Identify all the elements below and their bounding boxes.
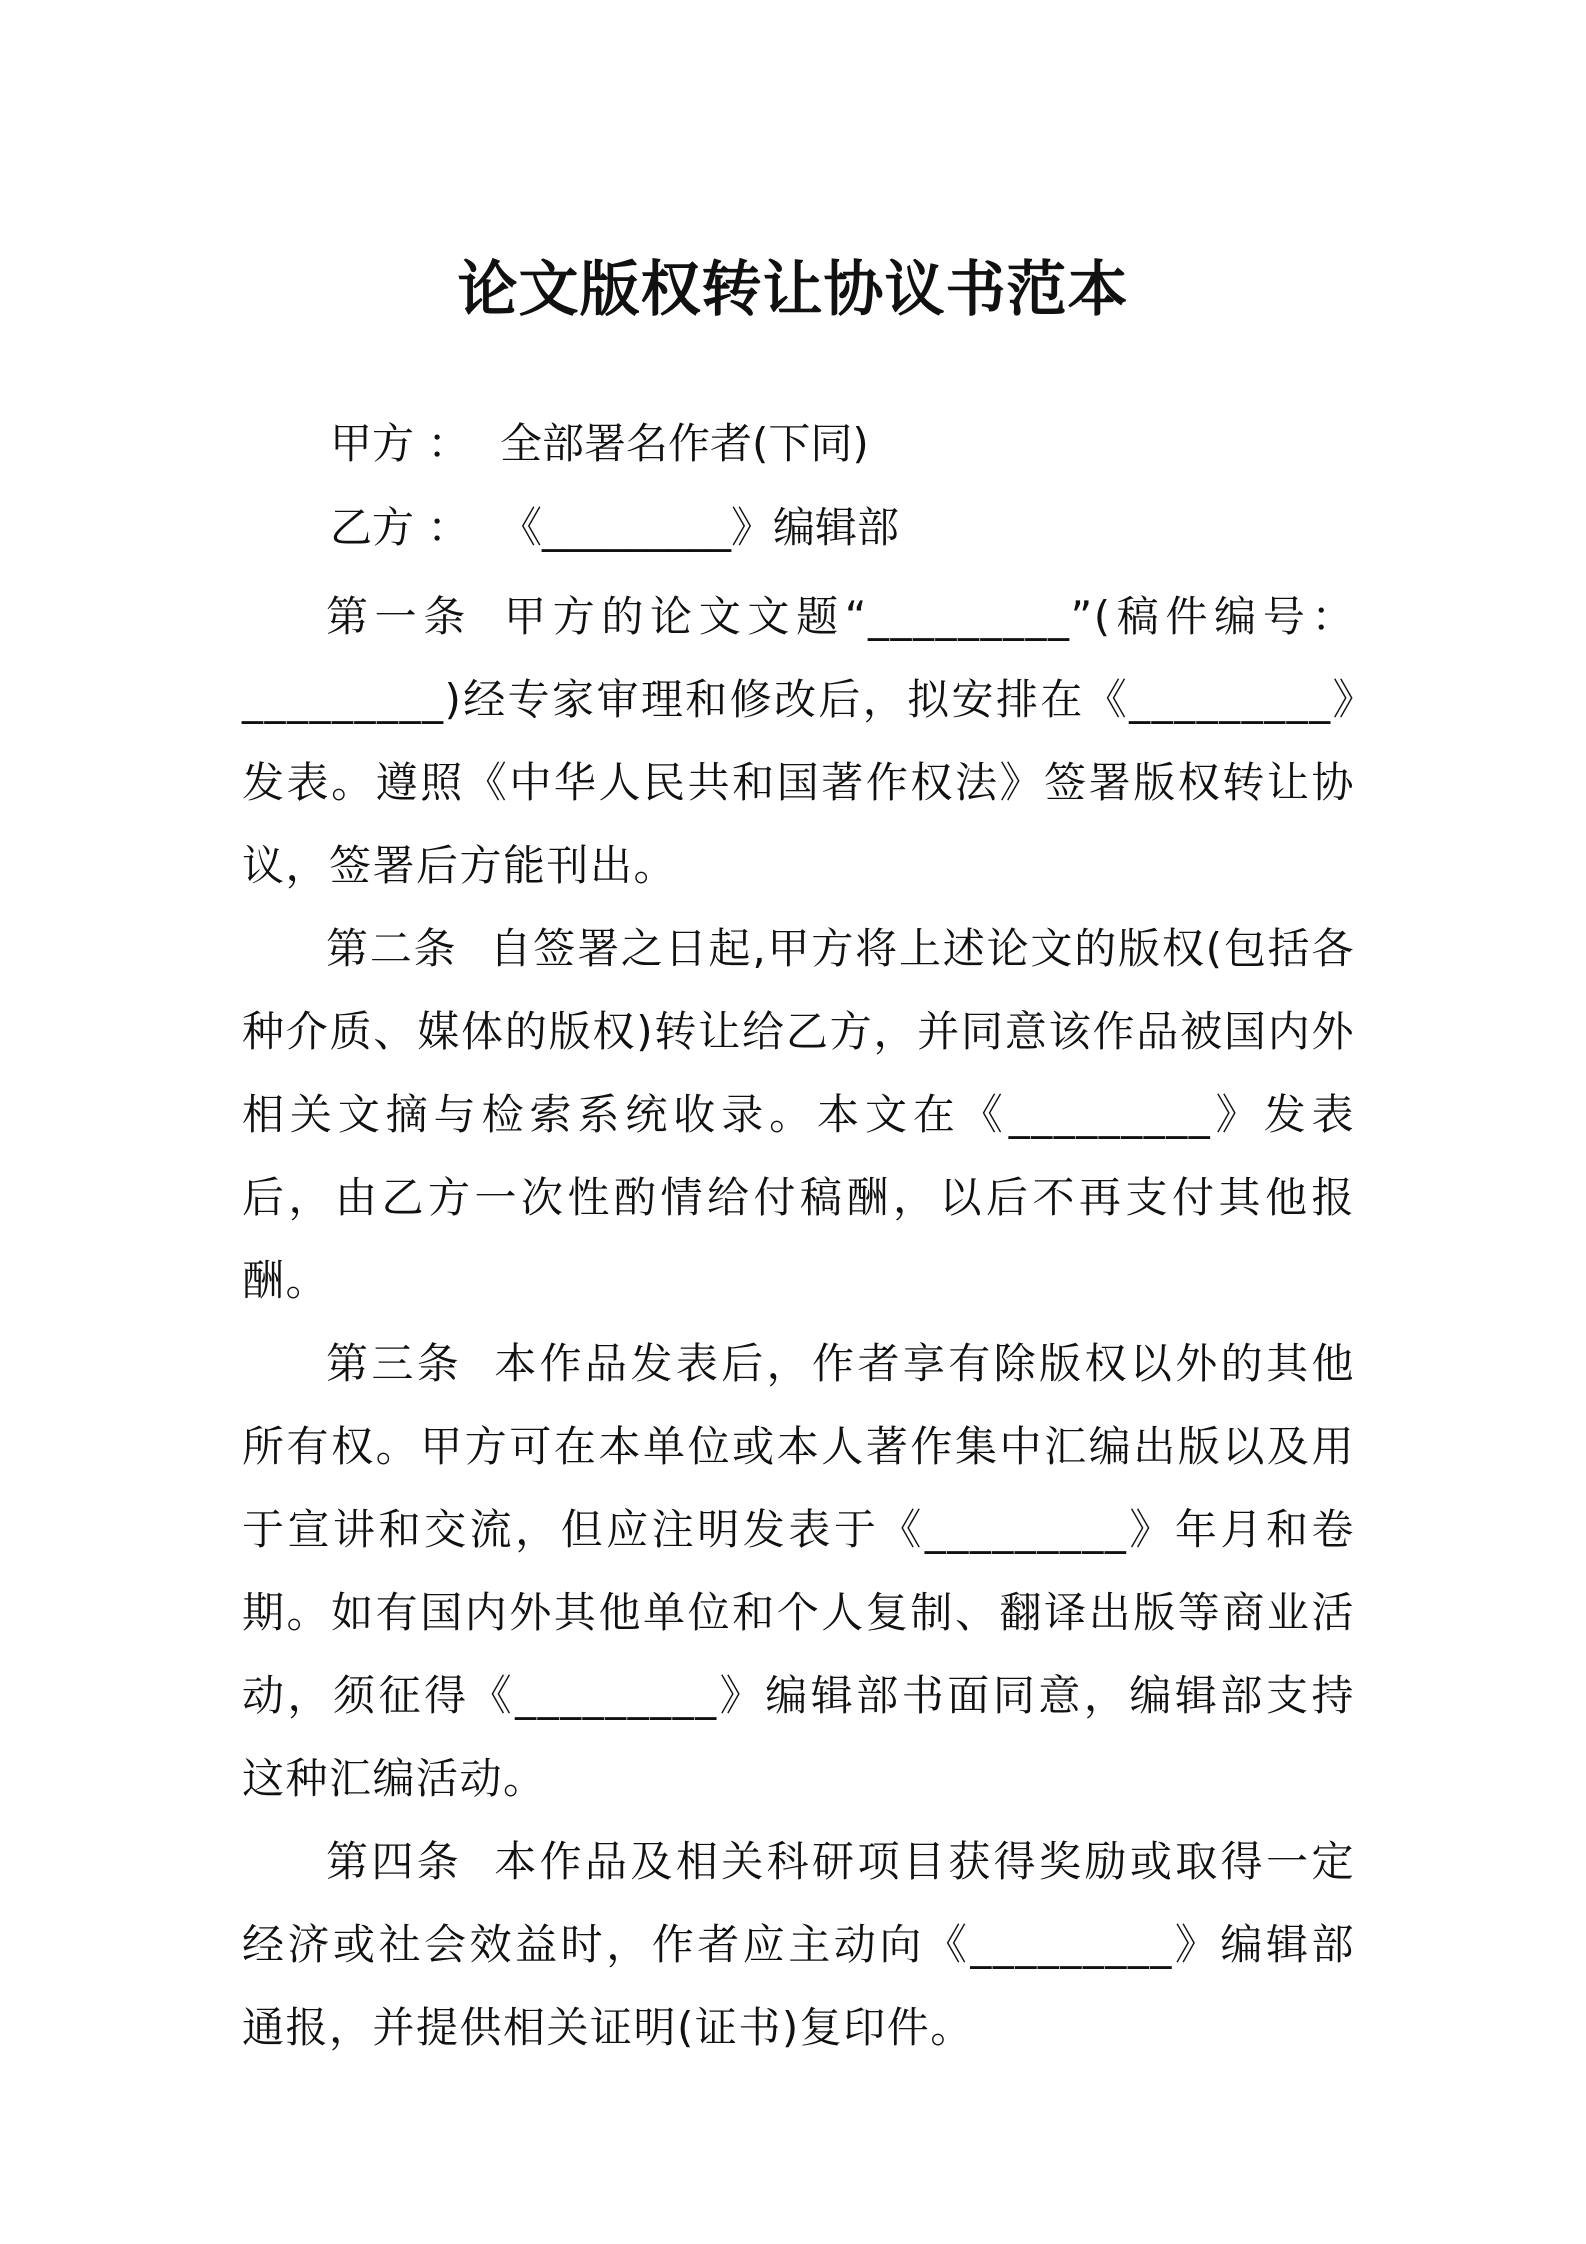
document-title: 论文版权转让协议书范本 [457, 255, 1129, 325]
article-1 [242, 575, 1355, 907]
party-b-line [330, 498, 899, 558]
agreement-body [242, 575, 1355, 2069]
article-2-text: 自签署之日起,甲方将上述论文的版权(包括各种介质、媒体的版权)转让给乙方，并同意该作品被国内外相关文摘与检索系统收录。本文在《_________》发表后，由乙方一次性酌情给付稿酬，以后不再支付其他报酬。 [242, 924, 1355, 1305]
article-4-text: 本作品及相关科研项目获得奖励或取得一定经济或社会效益时，作者应主动向《_________》编辑部通报，并提供相关证明(证书)复印件。 [242, 1837, 1355, 2052]
party-a-value: 全部署名作者(下同) [500, 419, 869, 468]
article-2 [242, 907, 1355, 1322]
article-4 [242, 1820, 1355, 2069]
party-a-line [330, 414, 869, 474]
article-1-text: 甲方的论文文题“_________”(稿件编号：_________)经专家审理和修改后，拟安排在《_________》发表。遵照《中华人民共和国著作权法》签署版权转让协议，签署后方能刊出。 [242, 592, 1355, 890]
article-3 [242, 1322, 1355, 1820]
party-b-value: 《_________》编辑部 [500, 503, 900, 552]
article-3-text: 本作品发表后，作者享有除版权以外的其他所有权。甲方可在本单位或本人著作集中汇编出版以及用于宣讲和交流，但应注明发表于《_________》年月和卷期。如有国内外其他单位和个人复制、翻译出版等商业活动，须征得《_________》编辑部书面同意，编辑部支持这种汇编活动。 [242, 1339, 1355, 1803]
article-2-number: 第二条 [326, 924, 458, 973]
party-a-label: 甲方 ： [330, 419, 470, 468]
article-3-number: 第三条 [326, 1339, 463, 1388]
article-1-number: 第一条 [326, 592, 473, 641]
article-4-number: 第四条 [326, 1837, 463, 1886]
party-b-label: 乙方 ： [330, 503, 470, 552]
